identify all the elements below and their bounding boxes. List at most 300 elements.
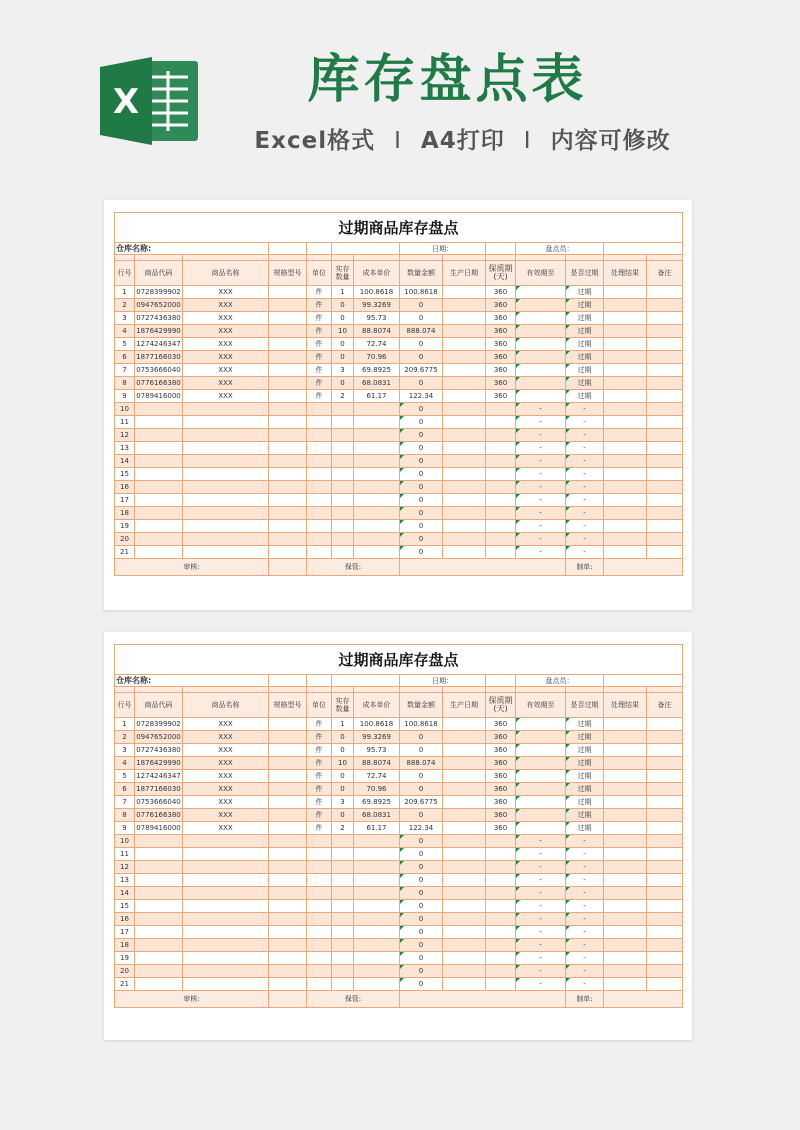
code-cell[interactable] (135, 874, 183, 887)
qty-cell[interactable]: 0 (332, 312, 354, 325)
code-cell[interactable] (135, 520, 183, 533)
mfg-cell[interactable] (443, 364, 486, 377)
amount-cell[interactable]: 0 (400, 913, 443, 926)
shelf-cell[interactable]: 360 (486, 286, 516, 299)
valid-cell[interactable] (516, 770, 566, 783)
expired-cell[interactable]: - (566, 978, 604, 991)
cost-cell[interactable]: 68.0831 (354, 809, 400, 822)
qty-cell[interactable] (332, 926, 354, 939)
amount-cell[interactable]: 0 (400, 939, 443, 952)
mfg-cell[interactable] (443, 416, 486, 429)
qty-cell[interactable] (332, 874, 354, 887)
shelf-cell[interactable]: 360 (486, 299, 516, 312)
expired-cell[interactable]: - (566, 952, 604, 965)
code-cell[interactable] (135, 494, 183, 507)
note-cell[interactable] (647, 299, 683, 312)
mfg-cell[interactable] (443, 718, 486, 731)
code-cell[interactable]: 0947652000 (135, 299, 183, 312)
amount-cell[interactable]: 0 (400, 481, 443, 494)
unit-cell[interactable]: 件 (307, 822, 332, 835)
spec-cell[interactable] (269, 312, 307, 325)
mfg-cell[interactable] (443, 926, 486, 939)
code-cell[interactable]: 0789416000 (135, 822, 183, 835)
unit-cell[interactable] (307, 887, 332, 900)
shelf-cell[interactable] (486, 520, 516, 533)
mfg-cell[interactable] (443, 390, 486, 403)
expired-cell[interactable]: - (566, 848, 604, 861)
note-cell[interactable] (647, 796, 683, 809)
spec-cell[interactable] (269, 718, 307, 731)
date-value[interactable] (486, 243, 516, 255)
cost-cell[interactable] (354, 416, 400, 429)
note-cell[interactable] (647, 390, 683, 403)
qty-cell[interactable] (332, 887, 354, 900)
line-cell[interactable]: 9 (115, 822, 135, 835)
result-cell[interactable] (604, 286, 647, 299)
amount-cell[interactable]: 0 (400, 731, 443, 744)
cost-cell[interactable]: 72.74 (354, 770, 400, 783)
cost-cell[interactable]: 69.8925 (354, 364, 400, 377)
cost-cell[interactable]: 61.17 (354, 390, 400, 403)
line-cell[interactable]: 20 (115, 533, 135, 546)
amount-cell[interactable]: 0 (400, 783, 443, 796)
cost-cell[interactable]: 88.8074 (354, 757, 400, 770)
result-cell[interactable] (604, 770, 647, 783)
name-cell[interactable]: XXX (183, 364, 269, 377)
mfg-cell[interactable] (443, 507, 486, 520)
name-cell[interactable] (183, 416, 269, 429)
result-cell[interactable] (604, 533, 647, 546)
qty-cell[interactable] (332, 900, 354, 913)
spec-cell[interactable] (269, 416, 307, 429)
line-cell[interactable]: 17 (115, 494, 135, 507)
name-cell[interactable] (183, 533, 269, 546)
unit-cell[interactable]: 件 (307, 809, 332, 822)
expired-cell[interactable]: - (566, 507, 604, 520)
result-cell[interactable] (604, 520, 647, 533)
unit-cell[interactable]: 件 (307, 390, 332, 403)
amount-cell[interactable]: 888.074 (400, 325, 443, 338)
amount-cell[interactable]: 0 (400, 416, 443, 429)
result-cell[interactable] (604, 757, 647, 770)
amount-cell[interactable]: 0 (400, 952, 443, 965)
qty-cell[interactable] (332, 494, 354, 507)
mfg-cell[interactable] (443, 351, 486, 364)
code-cell[interactable] (135, 978, 183, 991)
cost-cell[interactable] (354, 546, 400, 559)
result-cell[interactable] (604, 546, 647, 559)
result-cell[interactable] (604, 494, 647, 507)
valid-cell[interactable]: - (516, 468, 566, 481)
line-cell[interactable]: 9 (115, 390, 135, 403)
expired-cell[interactable]: 过期 (566, 770, 604, 783)
valid-cell[interactable]: - (516, 416, 566, 429)
mfg-cell[interactable] (443, 429, 486, 442)
name-cell[interactable]: XXX (183, 731, 269, 744)
spec-cell[interactable] (269, 533, 307, 546)
unit-cell[interactable]: 件 (307, 312, 332, 325)
shelf-cell[interactable] (486, 913, 516, 926)
expired-cell[interactable]: - (566, 403, 604, 416)
amount-cell[interactable]: 0 (400, 494, 443, 507)
line-cell[interactable]: 12 (115, 429, 135, 442)
note-cell[interactable] (647, 546, 683, 559)
valid-cell[interactable] (516, 731, 566, 744)
line-cell[interactable]: 15 (115, 468, 135, 481)
mfg-cell[interactable] (443, 757, 486, 770)
code-cell[interactable]: 0789416000 (135, 390, 183, 403)
mfg-cell[interactable] (443, 900, 486, 913)
line-cell[interactable]: 10 (115, 403, 135, 416)
name-cell[interactable]: XXX (183, 286, 269, 299)
expired-cell[interactable]: 过期 (566, 312, 604, 325)
code-cell[interactable] (135, 416, 183, 429)
amount-cell[interactable]: 0 (400, 546, 443, 559)
result-cell[interactable] (604, 390, 647, 403)
unit-cell[interactable] (307, 861, 332, 874)
shelf-cell[interactable]: 360 (486, 325, 516, 338)
shelf-cell[interactable]: 360 (486, 364, 516, 377)
expired-cell[interactable]: - (566, 416, 604, 429)
shelf-cell[interactable]: 360 (486, 377, 516, 390)
spec-cell[interactable] (269, 494, 307, 507)
unit-cell[interactable] (307, 455, 332, 468)
cost-cell[interactable]: 61.17 (354, 822, 400, 835)
valid-cell[interactable] (516, 286, 566, 299)
expired-cell[interactable]: 过期 (566, 822, 604, 835)
amount-cell[interactable]: 0 (400, 351, 443, 364)
code-cell[interactable]: 0727436380 (135, 744, 183, 757)
mfg-cell[interactable] (443, 809, 486, 822)
line-cell[interactable]: 19 (115, 952, 135, 965)
unit-cell[interactable] (307, 874, 332, 887)
valid-cell[interactable] (516, 351, 566, 364)
expired-cell[interactable]: - (566, 429, 604, 442)
spec-cell[interactable] (269, 468, 307, 481)
code-cell[interactable] (135, 861, 183, 874)
unit-cell[interactable] (307, 429, 332, 442)
name-cell[interactable] (183, 546, 269, 559)
result-cell[interactable] (604, 351, 647, 364)
mfg-cell[interactable] (443, 848, 486, 861)
expired-cell[interactable]: - (566, 913, 604, 926)
amount-cell[interactable]: 0 (400, 312, 443, 325)
name-cell[interactable] (183, 520, 269, 533)
spec-cell[interactable] (269, 481, 307, 494)
mfg-cell[interactable] (443, 442, 486, 455)
note-cell[interactable] (647, 939, 683, 952)
code-cell[interactable]: 0947652000 (135, 731, 183, 744)
line-cell[interactable]: 6 (115, 783, 135, 796)
name-cell[interactable] (183, 507, 269, 520)
result-cell[interactable] (604, 887, 647, 900)
name-cell[interactable] (183, 403, 269, 416)
unit-cell[interactable] (307, 520, 332, 533)
amount-cell[interactable]: 0 (400, 442, 443, 455)
valid-cell[interactable]: - (516, 455, 566, 468)
qty-cell[interactable]: 0 (332, 744, 354, 757)
note-cell[interactable] (647, 442, 683, 455)
code-cell[interactable]: 0776166380 (135, 377, 183, 390)
line-cell[interactable]: 16 (115, 913, 135, 926)
name-cell[interactable] (183, 939, 269, 952)
expired-cell[interactable]: - (566, 926, 604, 939)
line-cell[interactable]: 4 (115, 757, 135, 770)
mfg-cell[interactable] (443, 481, 486, 494)
expired-cell[interactable]: - (566, 835, 604, 848)
mfg-cell[interactable] (443, 494, 486, 507)
qty-cell[interactable] (332, 403, 354, 416)
shelf-cell[interactable] (486, 455, 516, 468)
cost-cell[interactable] (354, 429, 400, 442)
shelf-cell[interactable]: 360 (486, 796, 516, 809)
line-cell[interactable]: 11 (115, 416, 135, 429)
note-cell[interactable] (647, 533, 683, 546)
name-cell[interactable]: XXX (183, 770, 269, 783)
result-cell[interactable] (604, 874, 647, 887)
expired-cell[interactable]: 过期 (566, 744, 604, 757)
unit-cell[interactable] (307, 913, 332, 926)
name-cell[interactable]: XXX (183, 744, 269, 757)
unit-cell[interactable]: 件 (307, 351, 332, 364)
shelf-cell[interactable]: 360 (486, 731, 516, 744)
code-cell[interactable]: 0728399902 (135, 286, 183, 299)
valid-cell[interactable] (516, 809, 566, 822)
expired-cell[interactable]: - (566, 939, 604, 952)
cost-cell[interactable] (354, 468, 400, 481)
note-cell[interactable] (647, 809, 683, 822)
qty-cell[interactable]: 0 (332, 731, 354, 744)
line-cell[interactable]: 20 (115, 965, 135, 978)
qty-cell[interactable] (332, 835, 354, 848)
spec-cell[interactable] (269, 770, 307, 783)
result-cell[interactable] (604, 822, 647, 835)
name-cell[interactable]: XXX (183, 338, 269, 351)
qty-cell[interactable] (332, 546, 354, 559)
name-cell[interactable] (183, 952, 269, 965)
valid-cell[interactable]: - (516, 874, 566, 887)
result-cell[interactable] (604, 835, 647, 848)
expired-cell[interactable]: - (566, 861, 604, 874)
valid-cell[interactable]: - (516, 887, 566, 900)
qty-cell[interactable]: 0 (332, 783, 354, 796)
cost-cell[interactable] (354, 442, 400, 455)
code-cell[interactable] (135, 939, 183, 952)
amount-cell[interactable]: 0 (400, 455, 443, 468)
note-cell[interactable] (647, 338, 683, 351)
unit-cell[interactable]: 件 (307, 325, 332, 338)
note-cell[interactable] (647, 757, 683, 770)
valid-cell[interactable] (516, 744, 566, 757)
line-cell[interactable]: 16 (115, 481, 135, 494)
result-cell[interactable] (604, 796, 647, 809)
qty-cell[interactable]: 3 (332, 796, 354, 809)
name-cell[interactable] (183, 442, 269, 455)
cost-cell[interactable]: 88.8074 (354, 325, 400, 338)
line-cell[interactable]: 18 (115, 939, 135, 952)
shelf-cell[interactable]: 360 (486, 312, 516, 325)
mfg-cell[interactable] (443, 325, 486, 338)
spec-cell[interactable] (269, 325, 307, 338)
result-cell[interactable] (604, 455, 647, 468)
name-cell[interactable] (183, 913, 269, 926)
unit-cell[interactable]: 件 (307, 783, 332, 796)
qty-cell[interactable] (332, 939, 354, 952)
note-cell[interactable] (647, 887, 683, 900)
amount-cell[interactable]: 0 (400, 965, 443, 978)
qty-cell[interactable]: 0 (332, 377, 354, 390)
valid-cell[interactable]: - (516, 965, 566, 978)
line-cell[interactable]: 17 (115, 926, 135, 939)
shelf-cell[interactable]: 360 (486, 338, 516, 351)
valid-cell[interactable]: - (516, 978, 566, 991)
cost-cell[interactable] (354, 533, 400, 546)
name-cell[interactable]: XXX (183, 822, 269, 835)
note-cell[interactable] (647, 377, 683, 390)
amount-cell[interactable]: 122.34 (400, 390, 443, 403)
code-cell[interactable] (135, 455, 183, 468)
mfg-cell[interactable] (443, 861, 486, 874)
result-cell[interactable] (604, 403, 647, 416)
spec-cell[interactable] (269, 926, 307, 939)
shelf-cell[interactable] (486, 494, 516, 507)
line-cell[interactable]: 2 (115, 299, 135, 312)
note-cell[interactable] (647, 416, 683, 429)
mfg-cell[interactable] (443, 377, 486, 390)
expired-cell[interactable]: - (566, 494, 604, 507)
expired-cell[interactable]: 过期 (566, 377, 604, 390)
result-cell[interactable] (604, 744, 647, 757)
note-cell[interactable] (647, 481, 683, 494)
cost-cell[interactable] (354, 507, 400, 520)
note-cell[interactable] (647, 312, 683, 325)
spec-cell[interactable] (269, 520, 307, 533)
qty-cell[interactable] (332, 861, 354, 874)
qty-cell[interactable]: 10 (332, 757, 354, 770)
shelf-cell[interactable] (486, 416, 516, 429)
mfg-cell[interactable] (443, 286, 486, 299)
warehouse-value[interactable] (269, 243, 307, 255)
shelf-cell[interactable] (486, 978, 516, 991)
code-cell[interactable] (135, 481, 183, 494)
shelf-cell[interactable]: 360 (486, 809, 516, 822)
unit-cell[interactable] (307, 926, 332, 939)
note-cell[interactable] (647, 364, 683, 377)
mfg-cell[interactable] (443, 822, 486, 835)
cost-cell[interactable] (354, 481, 400, 494)
qty-cell[interactable]: 1 (332, 286, 354, 299)
valid-cell[interactable] (516, 718, 566, 731)
name-cell[interactable]: XXX (183, 783, 269, 796)
unit-cell[interactable]: 件 (307, 796, 332, 809)
expired-cell[interactable]: 过期 (566, 796, 604, 809)
unit-cell[interactable] (307, 507, 332, 520)
line-cell[interactable]: 11 (115, 848, 135, 861)
shelf-cell[interactable]: 360 (486, 783, 516, 796)
mfg-cell[interactable] (443, 887, 486, 900)
expired-cell[interactable]: 过期 (566, 783, 604, 796)
note-cell[interactable] (647, 978, 683, 991)
cost-cell[interactable]: 69.8925 (354, 796, 400, 809)
amount-cell[interactable]: 0 (400, 861, 443, 874)
name-cell[interactable] (183, 861, 269, 874)
spec-cell[interactable] (269, 874, 307, 887)
mfg-cell[interactable] (443, 913, 486, 926)
result-cell[interactable] (604, 507, 647, 520)
code-cell[interactable] (135, 835, 183, 848)
code-cell[interactable] (135, 546, 183, 559)
note-cell[interactable] (647, 286, 683, 299)
note-cell[interactable] (647, 744, 683, 757)
qty-cell[interactable]: 0 (332, 809, 354, 822)
result-cell[interactable] (604, 900, 647, 913)
note-cell[interactable] (647, 861, 683, 874)
line-cell[interactable]: 15 (115, 900, 135, 913)
valid-cell[interactable]: - (516, 429, 566, 442)
line-cell[interactable]: 14 (115, 455, 135, 468)
amount-cell[interactable]: 0 (400, 468, 443, 481)
valid-cell[interactable] (516, 325, 566, 338)
shelf-cell[interactable] (486, 861, 516, 874)
unit-cell[interactable] (307, 442, 332, 455)
name-cell[interactable] (183, 965, 269, 978)
code-cell[interactable] (135, 507, 183, 520)
spec-cell[interactable] (269, 952, 307, 965)
valid-cell[interactable]: - (516, 952, 566, 965)
cost-cell[interactable] (354, 848, 400, 861)
code-cell[interactable] (135, 848, 183, 861)
spec-cell[interactable] (269, 299, 307, 312)
date-value[interactable] (486, 675, 516, 687)
mfg-cell[interactable] (443, 546, 486, 559)
valid-cell[interactable]: - (516, 848, 566, 861)
mfg-cell[interactable] (443, 731, 486, 744)
cost-cell[interactable]: 99.3269 (354, 299, 400, 312)
shelf-cell[interactable] (486, 848, 516, 861)
valid-cell[interactable]: - (516, 939, 566, 952)
result-cell[interactable] (604, 325, 647, 338)
note-cell[interactable] (647, 718, 683, 731)
expired-cell[interactable]: - (566, 533, 604, 546)
spec-cell[interactable] (269, 900, 307, 913)
note-cell[interactable] (647, 403, 683, 416)
spec-cell[interactable] (269, 731, 307, 744)
code-cell[interactable]: 0753666040 (135, 796, 183, 809)
mfg-cell[interactable] (443, 744, 486, 757)
result-cell[interactable] (604, 718, 647, 731)
cost-cell[interactable]: 68.0831 (354, 377, 400, 390)
amount-cell[interactable]: 0 (400, 978, 443, 991)
spec-cell[interactable] (269, 351, 307, 364)
qty-cell[interactable] (332, 468, 354, 481)
mfg-cell[interactable] (443, 468, 486, 481)
code-cell[interactable]: 0776166380 (135, 809, 183, 822)
note-cell[interactable] (647, 351, 683, 364)
unit-cell[interactable]: 件 (307, 744, 332, 757)
valid-cell[interactable] (516, 338, 566, 351)
valid-cell[interactable]: - (516, 442, 566, 455)
code-cell[interactable]: 1876429990 (135, 757, 183, 770)
result-cell[interactable] (604, 377, 647, 390)
shelf-cell[interactable]: 360 (486, 770, 516, 783)
name-cell[interactable] (183, 494, 269, 507)
cost-cell[interactable] (354, 494, 400, 507)
qty-cell[interactable] (332, 442, 354, 455)
result-cell[interactable] (604, 416, 647, 429)
qty-cell[interactable] (332, 978, 354, 991)
mfg-cell[interactable] (443, 952, 486, 965)
shelf-cell[interactable]: 360 (486, 351, 516, 364)
